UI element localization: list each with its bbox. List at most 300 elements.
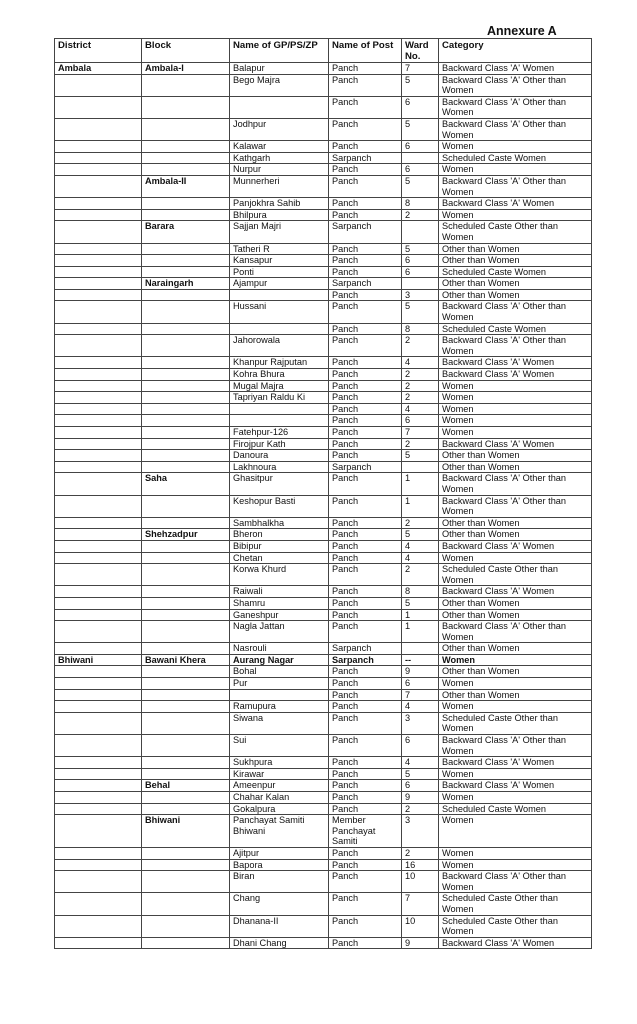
cell-block: [142, 243, 230, 255]
cell-ward: 5: [402, 243, 439, 255]
table-row: [55, 597, 592, 609]
cell-category: Women: [439, 380, 592, 392]
cell-post: Panch: [329, 289, 402, 301]
cell-post: Panch: [329, 141, 402, 153]
cell-district: [55, 198, 142, 210]
cell-block: Barara: [142, 221, 230, 243]
cell-district: [55, 96, 142, 118]
cell-block: [142, 678, 230, 690]
cell-category: Backward Class 'A' Other than Women: [439, 621, 592, 643]
cell-district: [55, 221, 142, 243]
cell-ward: 3: [402, 712, 439, 734]
table-row: [55, 609, 592, 621]
cell-category: Women: [439, 859, 592, 871]
table-body: [55, 63, 592, 949]
cell-post: Panch: [329, 597, 402, 609]
cell-category: Other than Women: [439, 609, 592, 621]
cell-name: Chang: [230, 893, 329, 915]
cell-block: [142, 266, 230, 278]
cell-district: [55, 357, 142, 369]
cell-ward: 4: [402, 540, 439, 552]
cell-post: Panch: [329, 552, 402, 564]
table-row: [55, 427, 592, 439]
cell-block: Ambala-II: [142, 175, 230, 197]
cell-category: Backward Class 'A' Women: [439, 198, 592, 210]
cell-post: Sarpanch: [329, 643, 402, 655]
table-row: [55, 803, 592, 815]
cell-post: Panch: [329, 473, 402, 495]
cell-name: Nasrouli: [230, 643, 329, 655]
cell-name: Ajitpur: [230, 847, 329, 859]
cell-district: [55, 540, 142, 552]
cell-name: Sui: [230, 735, 329, 757]
cell-ward: 8: [402, 198, 439, 210]
table-row: [55, 564, 592, 586]
cell-ward: 5: [402, 768, 439, 780]
cell-post: Panch: [329, 118, 402, 140]
cell-category: Other than Women: [439, 289, 592, 301]
cell-post: Panch: [329, 701, 402, 713]
cell-block: [142, 427, 230, 439]
cell-district: [55, 175, 142, 197]
cell-ward: 6: [402, 678, 439, 690]
cell-category: Women: [439, 403, 592, 415]
cell-category: Scheduled Caste Women: [439, 323, 592, 335]
cell-ward: 7: [402, 893, 439, 915]
cell-post: Panch: [329, 323, 402, 335]
cell-ward: 5: [402, 450, 439, 462]
cell-category: Scheduled Caste Other than Women: [439, 564, 592, 586]
cell-name: Dhanana-II: [230, 915, 329, 937]
cell-category: Women: [439, 701, 592, 713]
cell-block: [142, 893, 230, 915]
cell-block: Naraingarh: [142, 278, 230, 290]
cell-district: [55, 815, 142, 848]
cell-category: Other than Women: [439, 689, 592, 701]
cell-block: [142, 74, 230, 96]
table-row: [55, 255, 592, 267]
cell-district: [55, 564, 142, 586]
cell-ward: 2: [402, 392, 439, 404]
table-row: [55, 243, 592, 255]
table-row: [55, 118, 592, 140]
table-row: [55, 757, 592, 769]
table-row: [55, 815, 592, 848]
cell-name: Korwa Khurd: [230, 564, 329, 586]
table-row: [55, 141, 592, 153]
cell-name: Ganeshpur: [230, 609, 329, 621]
cell-category: Scheduled Caste Other than Women: [439, 221, 592, 243]
cell-category: Backward Class 'A' Other than Women: [439, 335, 592, 357]
cell-name: Sukhpura: [230, 757, 329, 769]
table-row: [55, 221, 592, 243]
table-row: [55, 529, 592, 541]
cell-post: Panch: [329, 780, 402, 792]
cell-category: Women: [439, 678, 592, 690]
cell-name: Bheron: [230, 529, 329, 541]
cell-post: Panch: [329, 209, 402, 221]
cell-name: Bohal: [230, 666, 329, 678]
annexure-title: Annexure A: [487, 24, 557, 38]
cell-name: Ponti: [230, 266, 329, 278]
cell-district: [55, 278, 142, 290]
cell-ward: 2: [402, 335, 439, 357]
cell-block: [142, 564, 230, 586]
cell-ward: 4: [402, 552, 439, 564]
cell-district: [55, 209, 142, 221]
cell-ward: 4: [402, 403, 439, 415]
cell-name: Kathgarh: [230, 152, 329, 164]
cell-name: Panjokhra Sahib: [230, 198, 329, 210]
cell-post: Panch: [329, 937, 402, 949]
table-row: [55, 586, 592, 598]
cell-block: [142, 403, 230, 415]
header-category: Category: [439, 39, 592, 63]
cell-block: [142, 517, 230, 529]
cell-district: [55, 937, 142, 949]
cell-ward: 8: [402, 586, 439, 598]
cell-post: Panch: [329, 198, 402, 210]
cell-district: [55, 243, 142, 255]
cell-district: [55, 586, 142, 598]
cell-category: Scheduled Caste Women: [439, 152, 592, 164]
cell-ward: --: [402, 654, 439, 666]
cell-block: [142, 392, 230, 404]
cell-post: Panch: [329, 529, 402, 541]
table-row: [55, 278, 592, 290]
cell-category: Scheduled Caste Women: [439, 803, 592, 815]
cell-post: Panch: [329, 255, 402, 267]
cell-block: [142, 586, 230, 598]
cell-block: [142, 768, 230, 780]
table-row: [55, 666, 592, 678]
cell-name: Fatehpur-126: [230, 427, 329, 439]
cell-district: [55, 757, 142, 769]
cell-name: Jodhpur: [230, 118, 329, 140]
cell-category: Other than Women: [439, 450, 592, 462]
table-row: [55, 847, 592, 859]
cell-district: [55, 74, 142, 96]
cell-post: Panch: [329, 621, 402, 643]
cell-name: Biran: [230, 871, 329, 893]
cell-block: [142, 859, 230, 871]
cell-category: Women: [439, 427, 592, 439]
cell-category: Backward Class 'A' Other than Women: [439, 301, 592, 323]
cell-post: Panch: [329, 243, 402, 255]
cell-ward: 5: [402, 529, 439, 541]
cell-ward: 2: [402, 438, 439, 450]
cell-ward: 6: [402, 780, 439, 792]
cell-ward: 7: [402, 689, 439, 701]
cell-ward: 6: [402, 141, 439, 153]
cell-district: [55, 461, 142, 473]
table-row: [55, 74, 592, 96]
cell-district: [55, 735, 142, 757]
cell-district: [55, 118, 142, 140]
cell-name: Kansapur: [230, 255, 329, 267]
cell-category: Backward Class 'A' Other than Women: [439, 735, 592, 757]
cell-name: Kohra Bhura: [230, 369, 329, 381]
table-row: [55, 859, 592, 871]
cell-ward: [402, 152, 439, 164]
cell-name: Kalawar: [230, 141, 329, 153]
cell-block: [142, 380, 230, 392]
cell-post: Panch: [329, 915, 402, 937]
cell-block: Shehzadpur: [142, 529, 230, 541]
cell-district: [55, 289, 142, 301]
table-row: [55, 893, 592, 915]
cell-block: [142, 369, 230, 381]
cell-name: [230, 689, 329, 701]
cell-ward: 4: [402, 357, 439, 369]
cell-category: Women: [439, 654, 592, 666]
cell-category: Backward Class 'A' Women: [439, 757, 592, 769]
cell-ward: 2: [402, 209, 439, 221]
cell-district: [55, 871, 142, 893]
cell-category: Other than Women: [439, 255, 592, 267]
cell-name: [230, 323, 329, 335]
header-block: Block: [142, 39, 230, 63]
cell-post: Panch: [329, 427, 402, 439]
cell-district: [55, 403, 142, 415]
table-row: [55, 712, 592, 734]
cell-district: [55, 495, 142, 517]
cell-category: Scheduled Caste Other than Women: [439, 915, 592, 937]
cell-district: [55, 552, 142, 564]
table-row: [55, 871, 592, 893]
cell-district: Ambala: [55, 63, 142, 75]
cell-ward: [402, 643, 439, 655]
cell-block: [142, 621, 230, 643]
cell-post: Panch: [329, 847, 402, 859]
cell-ward: 9: [402, 937, 439, 949]
cell-block: [142, 803, 230, 815]
cell-district: [55, 473, 142, 495]
cell-block: [142, 871, 230, 893]
header-ward: Ward No.: [402, 39, 439, 63]
table-row: [55, 792, 592, 804]
table-row: [55, 301, 592, 323]
table-row: [55, 915, 592, 937]
cell-post: Panch: [329, 403, 402, 415]
cell-post: Panch: [329, 266, 402, 278]
cell-category: Women: [439, 768, 592, 780]
cell-post: Panch: [329, 380, 402, 392]
cell-district: [55, 678, 142, 690]
cell-name: Shamru: [230, 597, 329, 609]
table-row: [55, 768, 592, 780]
cell-ward: 10: [402, 915, 439, 937]
cell-name: Gokalpura: [230, 803, 329, 815]
cell-ward: 8: [402, 323, 439, 335]
cell-post: Panch: [329, 164, 402, 176]
cell-category: Women: [439, 415, 592, 427]
cell-ward: 5: [402, 175, 439, 197]
cell-post: Panch: [329, 768, 402, 780]
table-row: [55, 701, 592, 713]
cell-block: [142, 792, 230, 804]
cell-district: [55, 380, 142, 392]
cell-post: Panch: [329, 689, 402, 701]
cell-post: Panch: [329, 74, 402, 96]
cell-block: [142, 289, 230, 301]
cell-block: Bhiwani: [142, 815, 230, 848]
table-row: [55, 552, 592, 564]
cell-post: Panch: [329, 735, 402, 757]
cell-name: Firojpur Kath: [230, 438, 329, 450]
cell-name: Chahar Kalan: [230, 792, 329, 804]
cell-block: [142, 847, 230, 859]
cell-ward: 2: [402, 847, 439, 859]
cell-ward: 7: [402, 63, 439, 75]
table-row: [55, 369, 592, 381]
cell-ward: 4: [402, 701, 439, 713]
table-row: [55, 678, 592, 690]
cell-block: [142, 438, 230, 450]
cell-category: Women: [439, 552, 592, 564]
cell-category: Backward Class 'A' Women: [439, 438, 592, 450]
cell-ward: 5: [402, 301, 439, 323]
table-row: [55, 438, 592, 450]
cell-post: Sarpanch: [329, 461, 402, 473]
cell-district: [55, 859, 142, 871]
cell-ward: 2: [402, 517, 439, 529]
reservation-table: [54, 38, 592, 949]
cell-ward: 1: [402, 495, 439, 517]
cell-district: [55, 893, 142, 915]
cell-name: Siwana: [230, 712, 329, 734]
cell-post: Panch: [329, 586, 402, 598]
cell-block: [142, 198, 230, 210]
cell-district: [55, 529, 142, 541]
cell-name: Lakhnoura: [230, 461, 329, 473]
cell-name: Aurang Nagar: [230, 654, 329, 666]
cell-district: [55, 369, 142, 381]
cell-category: Scheduled Caste Women: [439, 266, 592, 278]
cell-block: [142, 495, 230, 517]
cell-category: Women: [439, 792, 592, 804]
cell-post: Panch: [329, 871, 402, 893]
cell-block: [142, 689, 230, 701]
cell-category: Backward Class 'A' Women: [439, 937, 592, 949]
cell-name: [230, 415, 329, 427]
cell-name: Nagla Jattan: [230, 621, 329, 643]
cell-block: [142, 701, 230, 713]
cell-category: Other than Women: [439, 597, 592, 609]
cell-post: Panch: [329, 415, 402, 427]
cell-category: Women: [439, 141, 592, 153]
cell-ward: [402, 278, 439, 290]
table-row: [55, 937, 592, 949]
table-row: [55, 689, 592, 701]
table-header-row: [55, 39, 592, 63]
cell-ward: 2: [402, 564, 439, 586]
cell-district: [55, 164, 142, 176]
table-row: [55, 735, 592, 757]
cell-name: Bapora: [230, 859, 329, 871]
cell-district: [55, 915, 142, 937]
cell-category: Backward Class 'A' Other than Women: [439, 495, 592, 517]
cell-name: Balapur: [230, 63, 329, 75]
cell-block: [142, 915, 230, 937]
cell-ward: 6: [402, 266, 439, 278]
cell-district: [55, 847, 142, 859]
cell-name: Munnerheri: [230, 175, 329, 197]
cell-post: Sarpanch: [329, 278, 402, 290]
cell-post: Panch: [329, 450, 402, 462]
cell-ward: 10: [402, 871, 439, 893]
cell-block: Ambala-I: [142, 63, 230, 75]
table-row: [55, 473, 592, 495]
cell-category: Backward Class 'A' Women: [439, 540, 592, 552]
cell-ward: [402, 221, 439, 243]
cell-ward: 5: [402, 597, 439, 609]
cell-post: Panch: [329, 392, 402, 404]
cell-ward: 5: [402, 74, 439, 96]
cell-post: Panch: [329, 369, 402, 381]
table-row: [55, 380, 592, 392]
cell-ward: 6: [402, 735, 439, 757]
cell-name: Pur: [230, 678, 329, 690]
header-post: Name of Post: [329, 39, 402, 63]
cell-ward: 6: [402, 415, 439, 427]
cell-name: Jahorowala: [230, 335, 329, 357]
cell-name: [230, 289, 329, 301]
cell-post: Sarpanch: [329, 152, 402, 164]
cell-post: Panch: [329, 540, 402, 552]
cell-district: [55, 323, 142, 335]
cell-block: [142, 141, 230, 153]
cell-category: Backward Class 'A' Other than Women: [439, 96, 592, 118]
cell-category: Women: [439, 815, 592, 848]
cell-block: [142, 597, 230, 609]
table-row: [55, 780, 592, 792]
table-row: [55, 164, 592, 176]
cell-district: [55, 643, 142, 655]
table-row: [55, 392, 592, 404]
cell-post: Panch: [329, 792, 402, 804]
cell-ward: 6: [402, 96, 439, 118]
cell-post: Panch: [329, 859, 402, 871]
cell-district: [55, 141, 142, 153]
cell-category: Backward Class 'A' Women: [439, 780, 592, 792]
table-row: [55, 450, 592, 462]
cell-post: Sarpanch: [329, 221, 402, 243]
cell-block: [142, 335, 230, 357]
cell-block: [142, 164, 230, 176]
cell-name: Danoura: [230, 450, 329, 462]
cell-name: Bibipur: [230, 540, 329, 552]
cell-category: Other than Women: [439, 243, 592, 255]
cell-block: [142, 118, 230, 140]
cell-post: Panch: [329, 803, 402, 815]
cell-post: Member Panchayat Samiti: [329, 815, 402, 848]
cell-name: [230, 403, 329, 415]
cell-district: [55, 427, 142, 439]
cell-name: Ghasitpur: [230, 473, 329, 495]
cell-post: Panch: [329, 517, 402, 529]
cell-name: Tatheri R: [230, 243, 329, 255]
cell-post: Panch: [329, 893, 402, 915]
cell-category: Backward Class 'A' Other than Women: [439, 175, 592, 197]
cell-name: Ajampur: [230, 278, 329, 290]
cell-name: Mugal Majra: [230, 380, 329, 392]
cell-ward: 7: [402, 427, 439, 439]
cell-ward: 1: [402, 609, 439, 621]
cell-ward: 6: [402, 164, 439, 176]
cell-post: Panch: [329, 63, 402, 75]
table-row: [55, 198, 592, 210]
